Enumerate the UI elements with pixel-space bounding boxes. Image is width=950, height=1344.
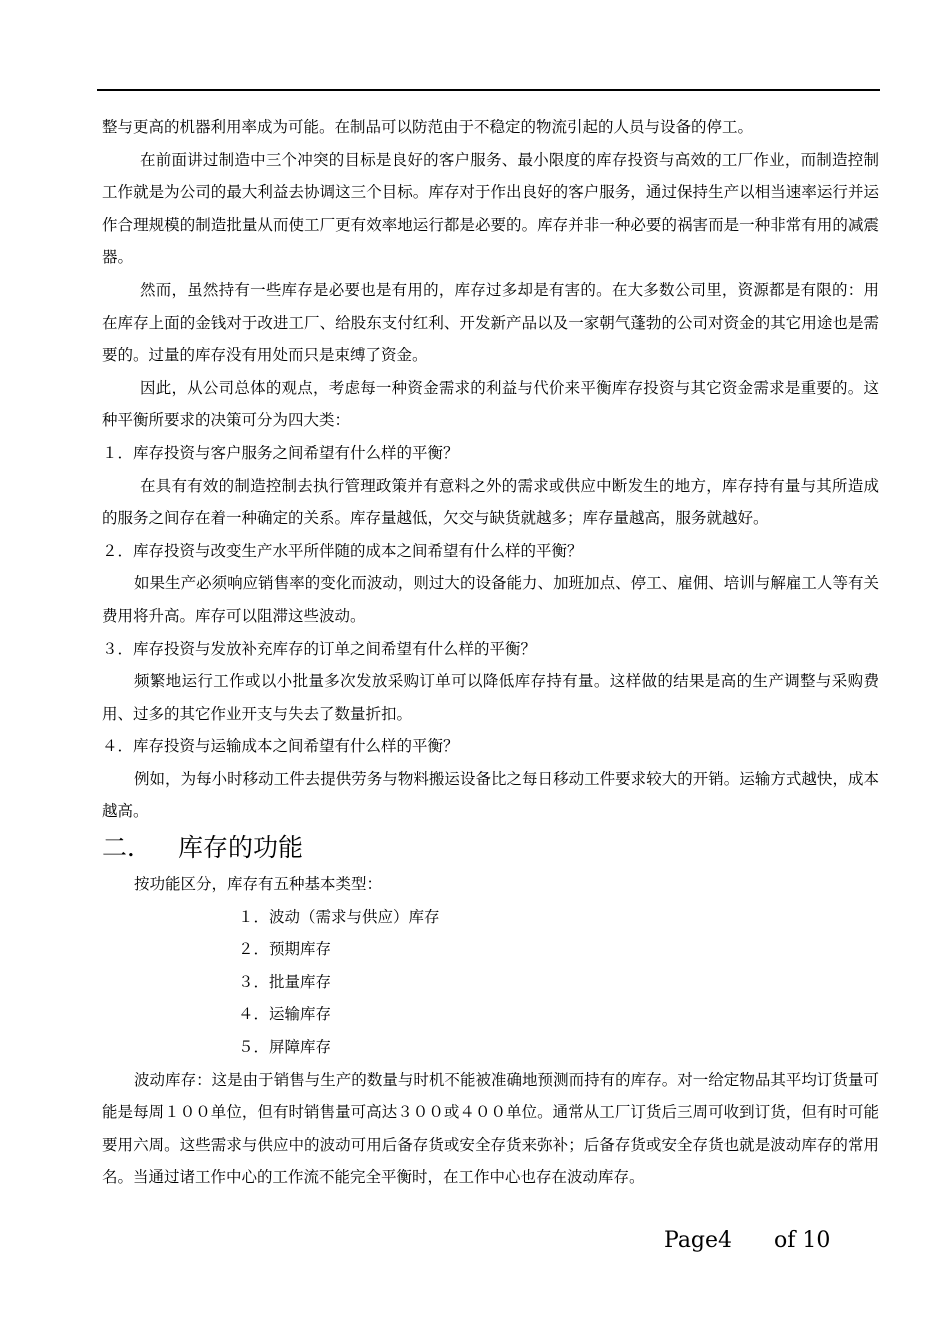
inventory-type-1: １．波动（需求与供应）库存 [238, 907, 440, 926]
page-footer [664, 1228, 830, 1253]
inventory-type-4: ４．运输库存 [238, 1005, 332, 1024]
decision-question-4: ４．库存投资与运输成本之间希望有什么样的平衡？ [102, 737, 459, 756]
section-heading [102, 830, 879, 866]
decision-question-3: ３．库存投资与发放补充库存的订单之间希望有什么样的平衡？ [102, 639, 537, 658]
header-rule [97, 89, 880, 91]
paragraph-balance-decisions: 因此，从公司总体的观点，考虑每一种资金需求的利益与代价来平衡库存投资与其它资金需求是重要的。这种平衡所要求的决策可分为四大类： [102, 378, 879, 430]
section-intro: 按功能区分，库存有五种基本类型： [134, 875, 383, 894]
decision-answer-1: 在具有有效的制造控制去执行管理政策并有意料之外的需求或供应中断发生的地方，库存持有量与其所造成的服务之间存在着一种确定的关系。库存量越低，欠交与缺货就越多；库存量越高，服务就越好。 [102, 476, 879, 528]
section-number: 二． [102, 833, 153, 863]
paragraph-excess-inventory: 然而，虽然持有一些库存是必要也是有用的，库存过多却是有害的。在大多数公司里，资源都是有限的：用在库存上面的金钱对于改进工厂、给股东支付红利、开发新产品以及一家朝气蓬勃的公司对资金的其它用途也是需要的。过量的库存没有用处而只是束缚了资金。 [102, 280, 879, 365]
paragraph-conflicting-goals: 在前面讲过制造中三个冲突的目标是良好的客户服务、最小限度的库存投资与高效的工厂作业，而制造控制工作就是为公司的最大利益去协调这三个目标。库存对于作出良好的客户服务，通过保持生产以相当速率运行并运作合理规模的制造批量从而使工厂更有效率地运行都是必要的。库存并非一种必要的祸害而是一种非常有用的减震器。 [102, 150, 879, 267]
inventory-type-2: ２．预期库存 [238, 940, 332, 959]
page-total: of 10 [774, 1228, 831, 1253]
inventory-type-3: ３．批量库存 [238, 972, 332, 991]
page-label: Page4 [664, 1228, 733, 1253]
section-title: 库存的功能 [178, 833, 304, 863]
decision-question-2: ２．库存投资与改变生产水平所伴随的成本之间希望有什么样的平衡？ [102, 541, 583, 560]
paragraph-fluctuation-inventory: 波动库存：这是由于销售与生产的数量与时机不能被准确地预测而持有的库存。对一给定物品其平均订货量可能是每周１００单位，但有时销售量可高达３００或４００单位。通常从工厂订货后三周可收到订货，但有时可能要用六周。这些需求与供应中的波动可用后备存货或安全存货来弥补；后备存货或安全存货也就是波动库存的常用名。当通过诸工作中心的工作流不能完全平衡时，在工作中心也存在波动库存。 [102, 1070, 879, 1187]
decision-question-1: １．库存投资与客户服务之间希望有什么样的平衡？ [102, 443, 459, 462]
inventory-type-5: ５．屏障库存 [238, 1038, 332, 1057]
paragraph-continuation: 整与更高的机器利用率成为可能。在制品可以防范由于不稳定的物流引起的人员与设备的停工。 [102, 118, 754, 136]
decision-answer-4: 例如，为每小时移动工件去提供劳务与物料搬运设备比之每日移动工件要求较大的开销。运输方式越快，成本越高。 [102, 769, 879, 821]
decision-answer-2: 如果生产必须响应销售率的变化而波动，则过大的设备能力、加班加点、停工、雇佣、培训与解雇工人等有关费用将升高。库存可以阻滞这些波动。 [102, 574, 879, 625]
document-body [102, 111, 879, 1194]
decision-answer-3: 频繁地运行工作或以小批量多次发放采购订单可以降低库存持有量。这样做的结果是高的生产调整与采购费用、过多的其它作业开支与失去了数量折扣。 [102, 672, 879, 723]
